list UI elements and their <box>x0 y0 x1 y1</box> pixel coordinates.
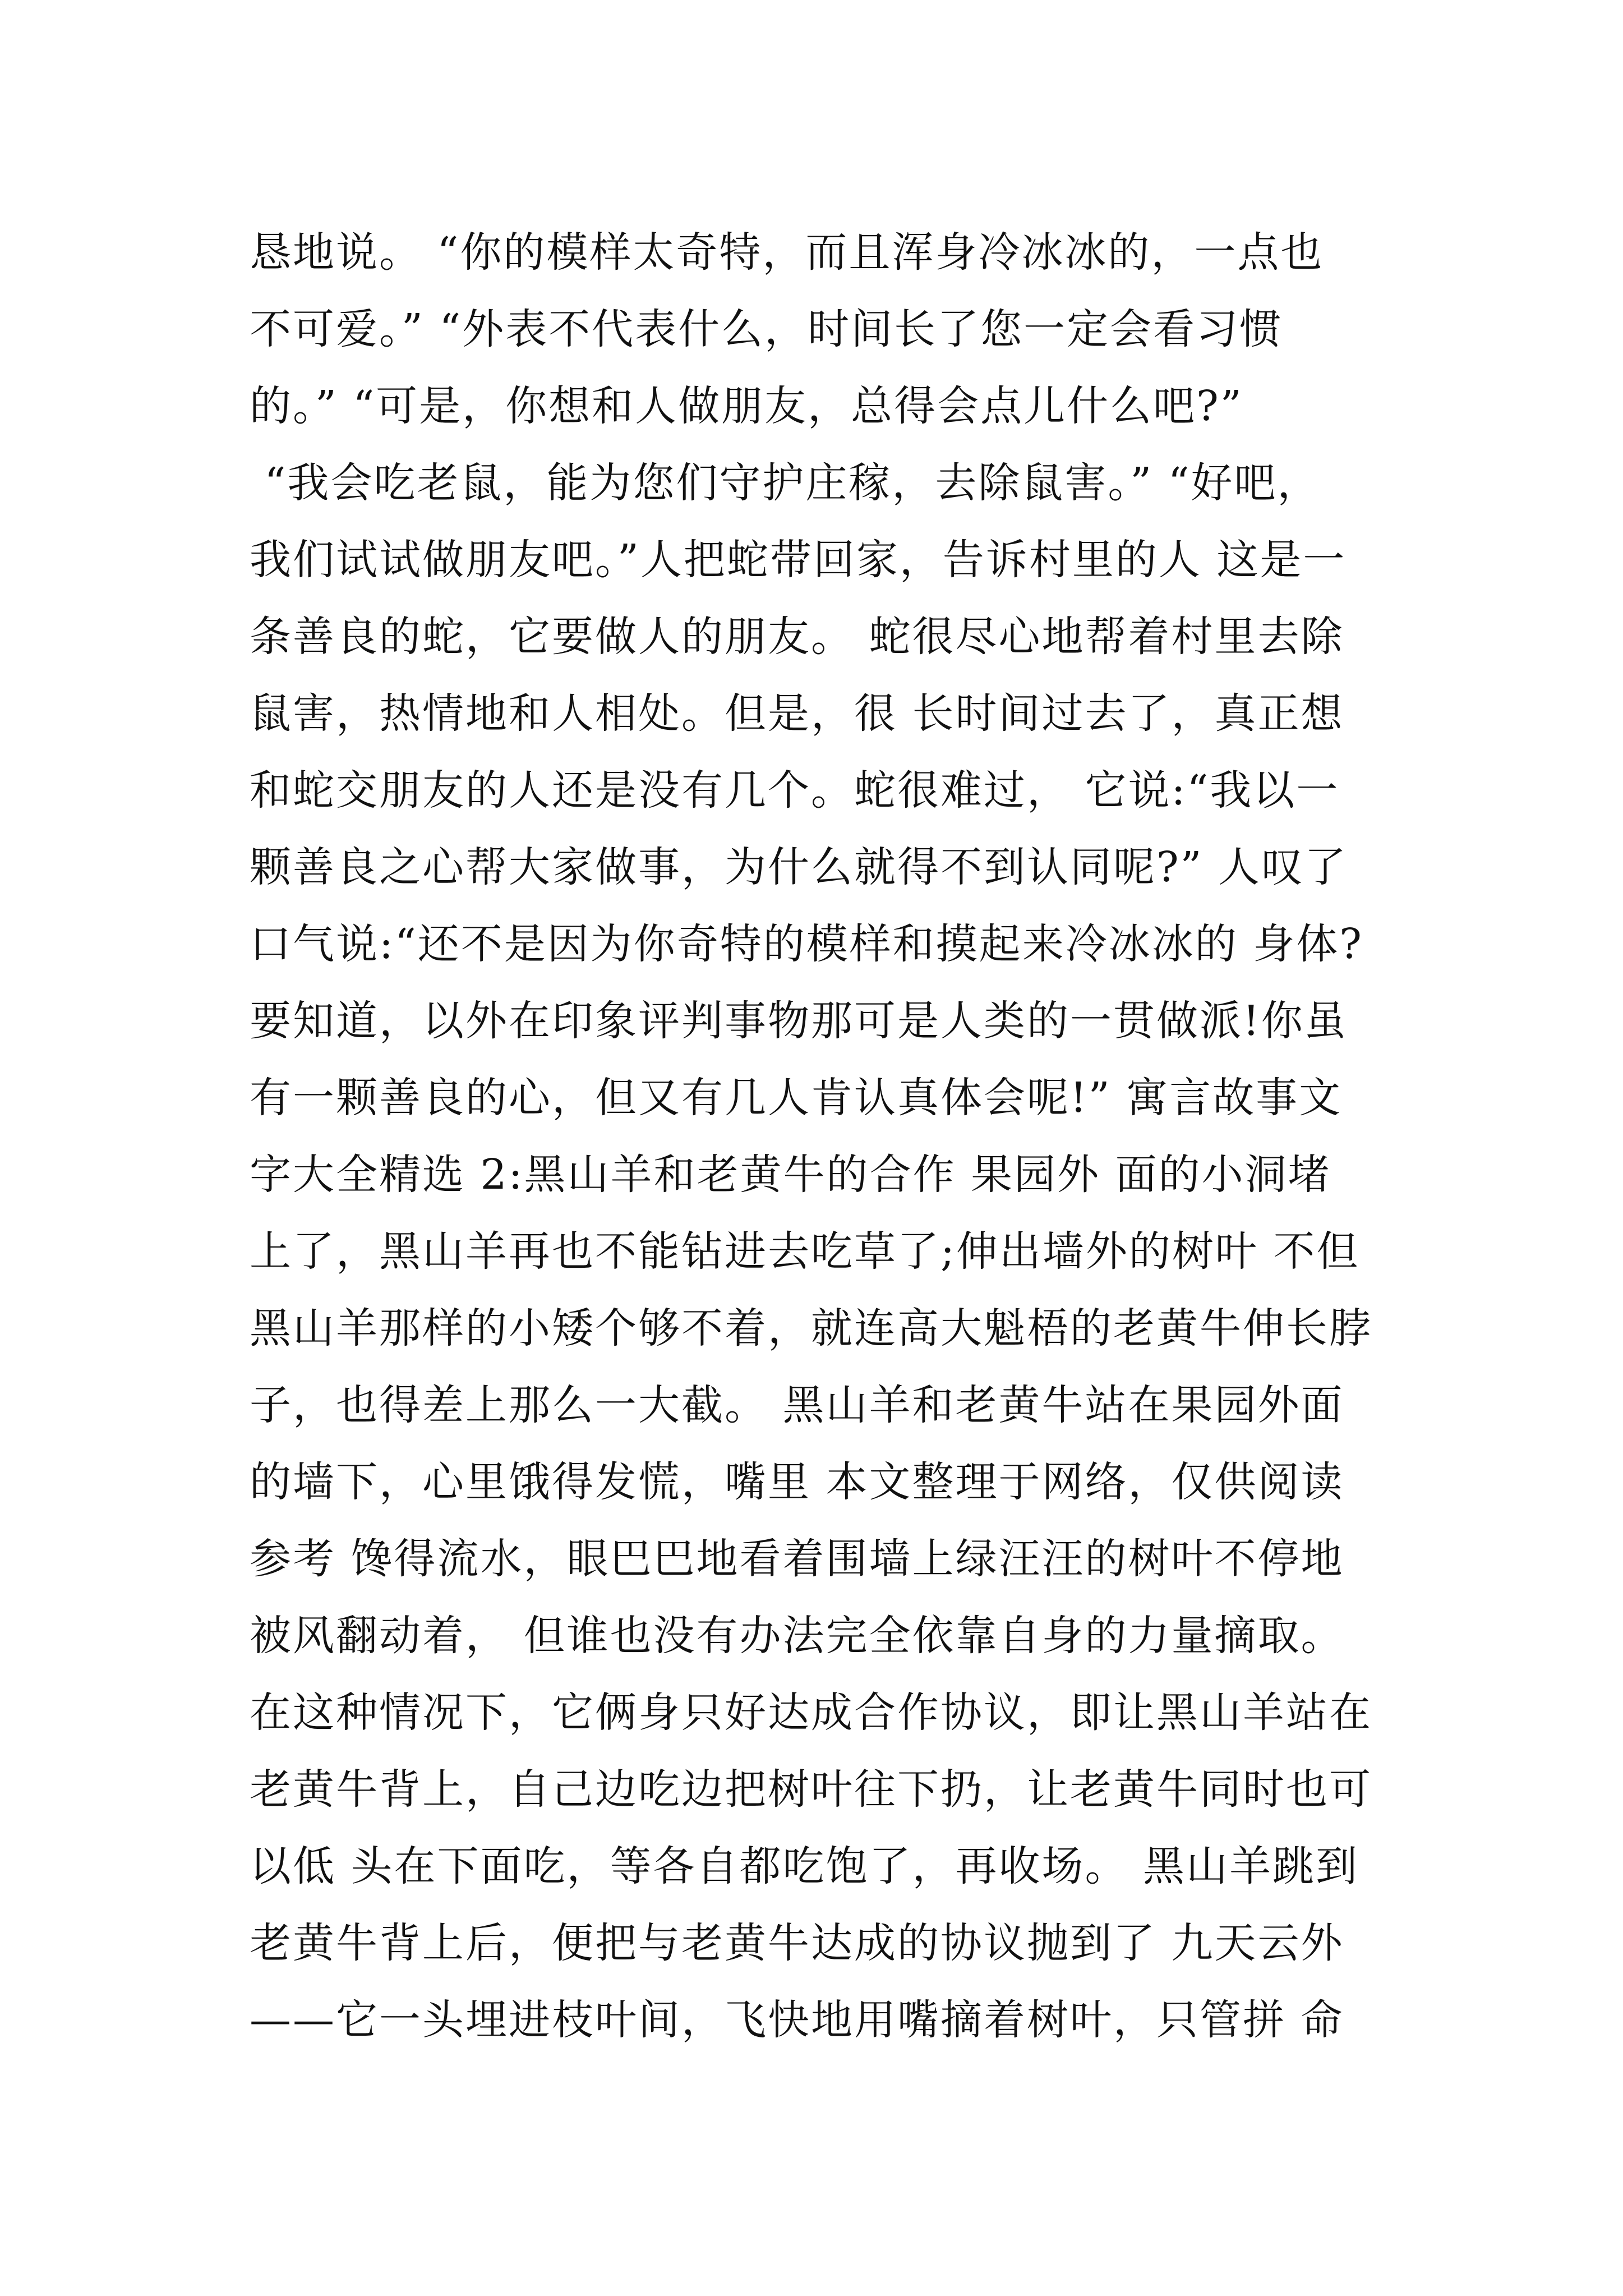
text-line: “我会吃老鼠，能为您们守护庄稼，去除鼠害。” “好吧， <box>250 459 1321 507</box>
text-line: 上了，黑山羊再也不能钻进去吃草了;伸出墙外的树叶 不但 <box>250 1227 1360 1276</box>
text-line: 我们试试做朋友吧。”人把蛇带回家，告诉村里的人 这是一 <box>250 536 1347 584</box>
text-line: 有一颗善良的心，但又有几人肯认真体会呢!” 寓言故事文 <box>250 1074 1343 1122</box>
text-line: 被风翻动着， 但谁也没有办法完全依靠自身的力量摘取。 <box>250 1612 1344 1660</box>
text-line: ——它一头埋进枝叶间，飞快地用嘴摘着树叶，只管拼 命 <box>250 1996 1344 2044</box>
text-line: 颗善良之心帮大家做事，为什么就得不到认同呢?” 人叹了 <box>250 843 1348 891</box>
text-line: 老黄牛背上，自己边吃边把树叶往下扔，让老黄牛同时也可 <box>250 1765 1372 1814</box>
text-line: 在这种情况下，它俩身只好达成合作协议，即让黑山羊站在 <box>250 1688 1372 1737</box>
text-line: 字大全精选 2:黑山羊和老黄牛的合作 果园外 面的小洞堵 <box>250 1151 1331 1199</box>
text-line: 的。” “可是，你想和人做朋友，总得会点儿什么吧?” <box>250 382 1243 430</box>
text-line: 条善良的蛇，它要做人的朋友。 蛇很尽心地帮着村里去除 <box>250 613 1344 661</box>
text-line: 子，也得差上那么一大截。 黑山羊和老黄牛站在果园外面 <box>250 1381 1344 1429</box>
text-line: 和蛇交朋友的人还是没有几个。蛇很难过， 它说:“我以一 <box>250 766 1340 815</box>
text-line: 恳地说。 “你的模样太奇特，而且浑身冷冰冰的，一点也 <box>250 228 1324 277</box>
text-line: 参考 馋得流水，眼巴巴地看着围墙上绿汪汪的树叶不停地 <box>250 1535 1344 1583</box>
text-line: 口气说:“还不是因为你奇特的模样和摸起来冷冰冰的 身体? <box>250 920 1363 968</box>
text-line: 不可爱。” “外表不代表什么，时间长了您一定会看习惯 <box>250 305 1283 353</box>
text-line: 老黄牛背上后，便把与老黄牛达成的协议抛到了 九天云外 <box>250 1919 1344 1967</box>
text-line: 要知道，以外在印象评判事物那可是人类的一贯做派!你虽 <box>250 997 1348 1045</box>
text-line: 鼠害，热情地和人相处。但是，很 长时间过去了，真正想 <box>250 689 1344 738</box>
article-body <box>250 214 1388 2059</box>
text-line: 的墙下，心里饿得发慌，嘴里 本文整理于网络，仅供阅读 <box>250 1458 1344 1506</box>
text-line: 以低 头在下面吃，等各自都吃饱了，再收场。 黑山羊跳到 <box>250 1842 1359 1890</box>
text-line: 黑山羊那样的小矮个够不着，就连高大魁梧的老黄牛伸长脖 <box>250 1304 1372 1352</box>
